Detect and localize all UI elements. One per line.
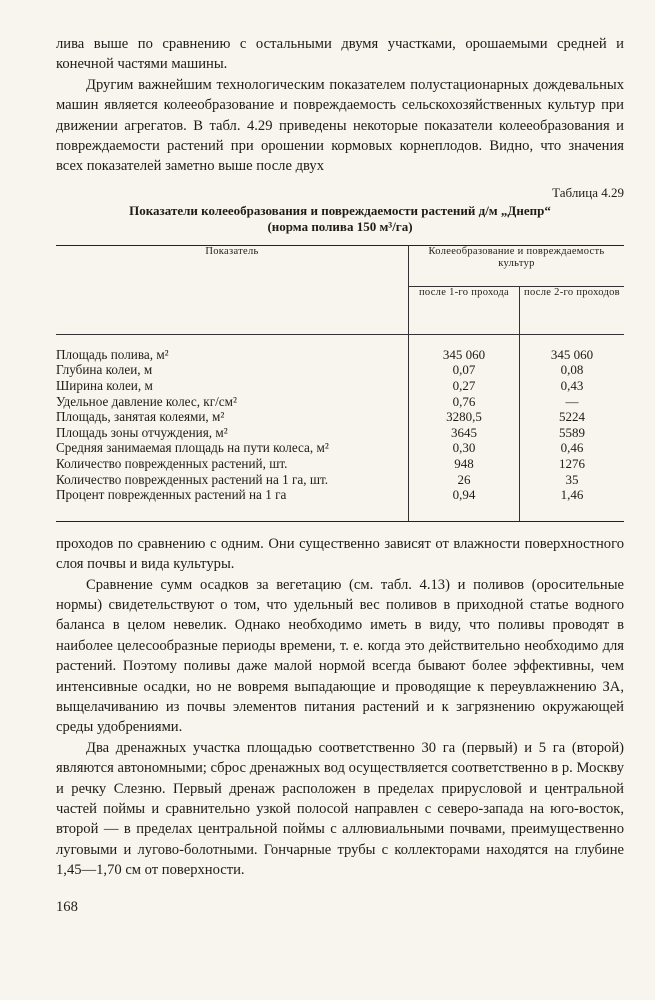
- row-value-pass2: 0,46: [560, 440, 584, 456]
- table-row: [56, 347, 624, 363]
- table-row: [56, 362, 624, 378]
- table-bottom-rule: [56, 521, 409, 522]
- row-name: Количество поврежденных растений, шт.: [56, 456, 409, 472]
- paragraph-precipitation: Сравнение сумм осадков за вегетацию (см. табл. 4.13) и поливов (оросительные нормы) свидетельствуют о том, что удельный вес поливов в приходной статье водного баланса в целом невелик. Однако необходимо иметь в виду, что поливы проводят в наиболее целесообразные периоды времени, т. е. когда это действительно необходимо для растений. Поэтому поливы даже малой нормой всегда бывают более эффективны, чем интенсивные осадки, но не вовремя выпадающие и проводящие к переувлажнению ЗА, выщелачиванию из почвы элементов питания растений и к загрязнению окружающей среды удобрениями.: [56, 576, 624, 736]
- table-row: [56, 487, 624, 521]
- table-row: [56, 394, 624, 410]
- table-spacer: [56, 334, 409, 347]
- table-spacer: [520, 334, 625, 347]
- table-body: [56, 347, 624, 521]
- row-value-pass2: 1276: [559, 456, 585, 471]
- row-name: Глубина колеи, м: [56, 362, 409, 378]
- table-bottom-rule: [409, 521, 520, 522]
- row-value-pass2: 0,43: [560, 378, 584, 394]
- row-value-pass1: 3280,5: [409, 409, 520, 425]
- row-value-pass1: 345 060: [409, 347, 520, 363]
- row-value-pass1: 3645: [409, 425, 520, 441]
- row-value-pass1: 0,27: [409, 378, 520, 394]
- table-label: Таблица 4.29: [552, 184, 624, 200]
- row-value-pass1: 0,94: [409, 487, 520, 521]
- table-bottom-rule: [520, 521, 625, 522]
- header-group: Колееобразование и повреждаемость культур: [409, 245, 625, 286]
- indicators-table: [56, 245, 624, 522]
- row-value-pass1: 26: [409, 472, 520, 488]
- row-value-pass2: 5224: [559, 409, 585, 425]
- header-indicator: Показатель: [56, 245, 409, 334]
- row-name: Площадь полива, м²: [56, 347, 409, 363]
- row-value-pass2: 0,08: [560, 362, 584, 378]
- row-name: Ширина колеи, м: [56, 378, 409, 394]
- table-row: [56, 456, 624, 472]
- paragraph-drainage: Два дренажных участка площадью соответственно 30 га (первый) и 5 га (второй) являются автономными; сброс дренажных вод осуществляется соответственно в р. Москву и речку Слезню. Первый дренаж расположен в пределах прирусловой и центральной частей поймы и сравнительно узкой полосой направлен с северо-запада на юго-восток, второй — в пределах центральной поймы с аллювиальными почвами, преимущественно луговыми и лугово-болотными. Гончарные трубы с коллекторами находятся на глубине 1,45—1,70 см от поверхности.: [56, 739, 624, 879]
- table-spacer: [409, 334, 520, 347]
- row-value-pass2: 345 060: [550, 346, 594, 362]
- paragraph-continuation: лива выше по сравнению с остальными двумя участками, орошаемыми средней и конечной частями машины.: [56, 36, 624, 73]
- table-row: [56, 472, 624, 488]
- page: [56, 0, 624, 917]
- page-number: 168: [56, 898, 78, 915]
- row-value-pass1: 0,30: [409, 440, 520, 456]
- table-row: [56, 425, 624, 441]
- row-name: Количество поврежденных растений на 1 га, шт.: [56, 472, 409, 488]
- row-value-pass1: 0,07: [409, 362, 520, 378]
- table-row: [56, 378, 624, 394]
- paragraph-passes: проходов по сравнению с одним. Они существенно зависят от влажности поверхностного слоя почвы и вида культуры.: [56, 535, 624, 573]
- row-value-pass2: 1,46: [560, 487, 584, 503]
- row-name: Процент поврежденных растений на 1 га: [56, 487, 409, 521]
- table-row: [56, 440, 624, 456]
- row-name: Удельное давление колес, кг/см²: [56, 394, 409, 410]
- table-title-line2: (норма полива 150 м³/га): [267, 218, 413, 234]
- row-value-pass1: 948: [409, 456, 520, 472]
- table-title-line1: Показатели колееобразования и повреждаемости растений д/м „Днепр“: [129, 202, 551, 218]
- table-row: [56, 409, 624, 425]
- row-value-pass2: 35: [565, 471, 579, 487]
- header-col1: после 1-го прохода: [409, 286, 520, 334]
- paragraph-rut-formation: Другим важнейшим технологическим показателем полустационарных дождевальных машин является колееобразование и повреждаемость сельскохозяйственных культур при движении агрегатов. В табл. 4.29 приведены некоторые показатели колееобразования и повреждаемости растений при орошении кормовых корнеплодов. Видно, что значения всех показателей заметно выше после двух: [56, 76, 624, 175]
- row-value-pass2: —: [565, 393, 579, 409]
- row-value-pass1: 0,76: [409, 394, 520, 410]
- row-name: Средняя занимаемая площадь на пути колеса, м²: [56, 440, 409, 456]
- row-value-pass2: 5589: [559, 424, 585, 440]
- row-name: Площадь зоны отчуждения, м²: [56, 425, 409, 441]
- header-col2: после 2-го проходов: [520, 286, 625, 334]
- row-name: Площадь, занятая колеями, м²: [56, 409, 409, 425]
